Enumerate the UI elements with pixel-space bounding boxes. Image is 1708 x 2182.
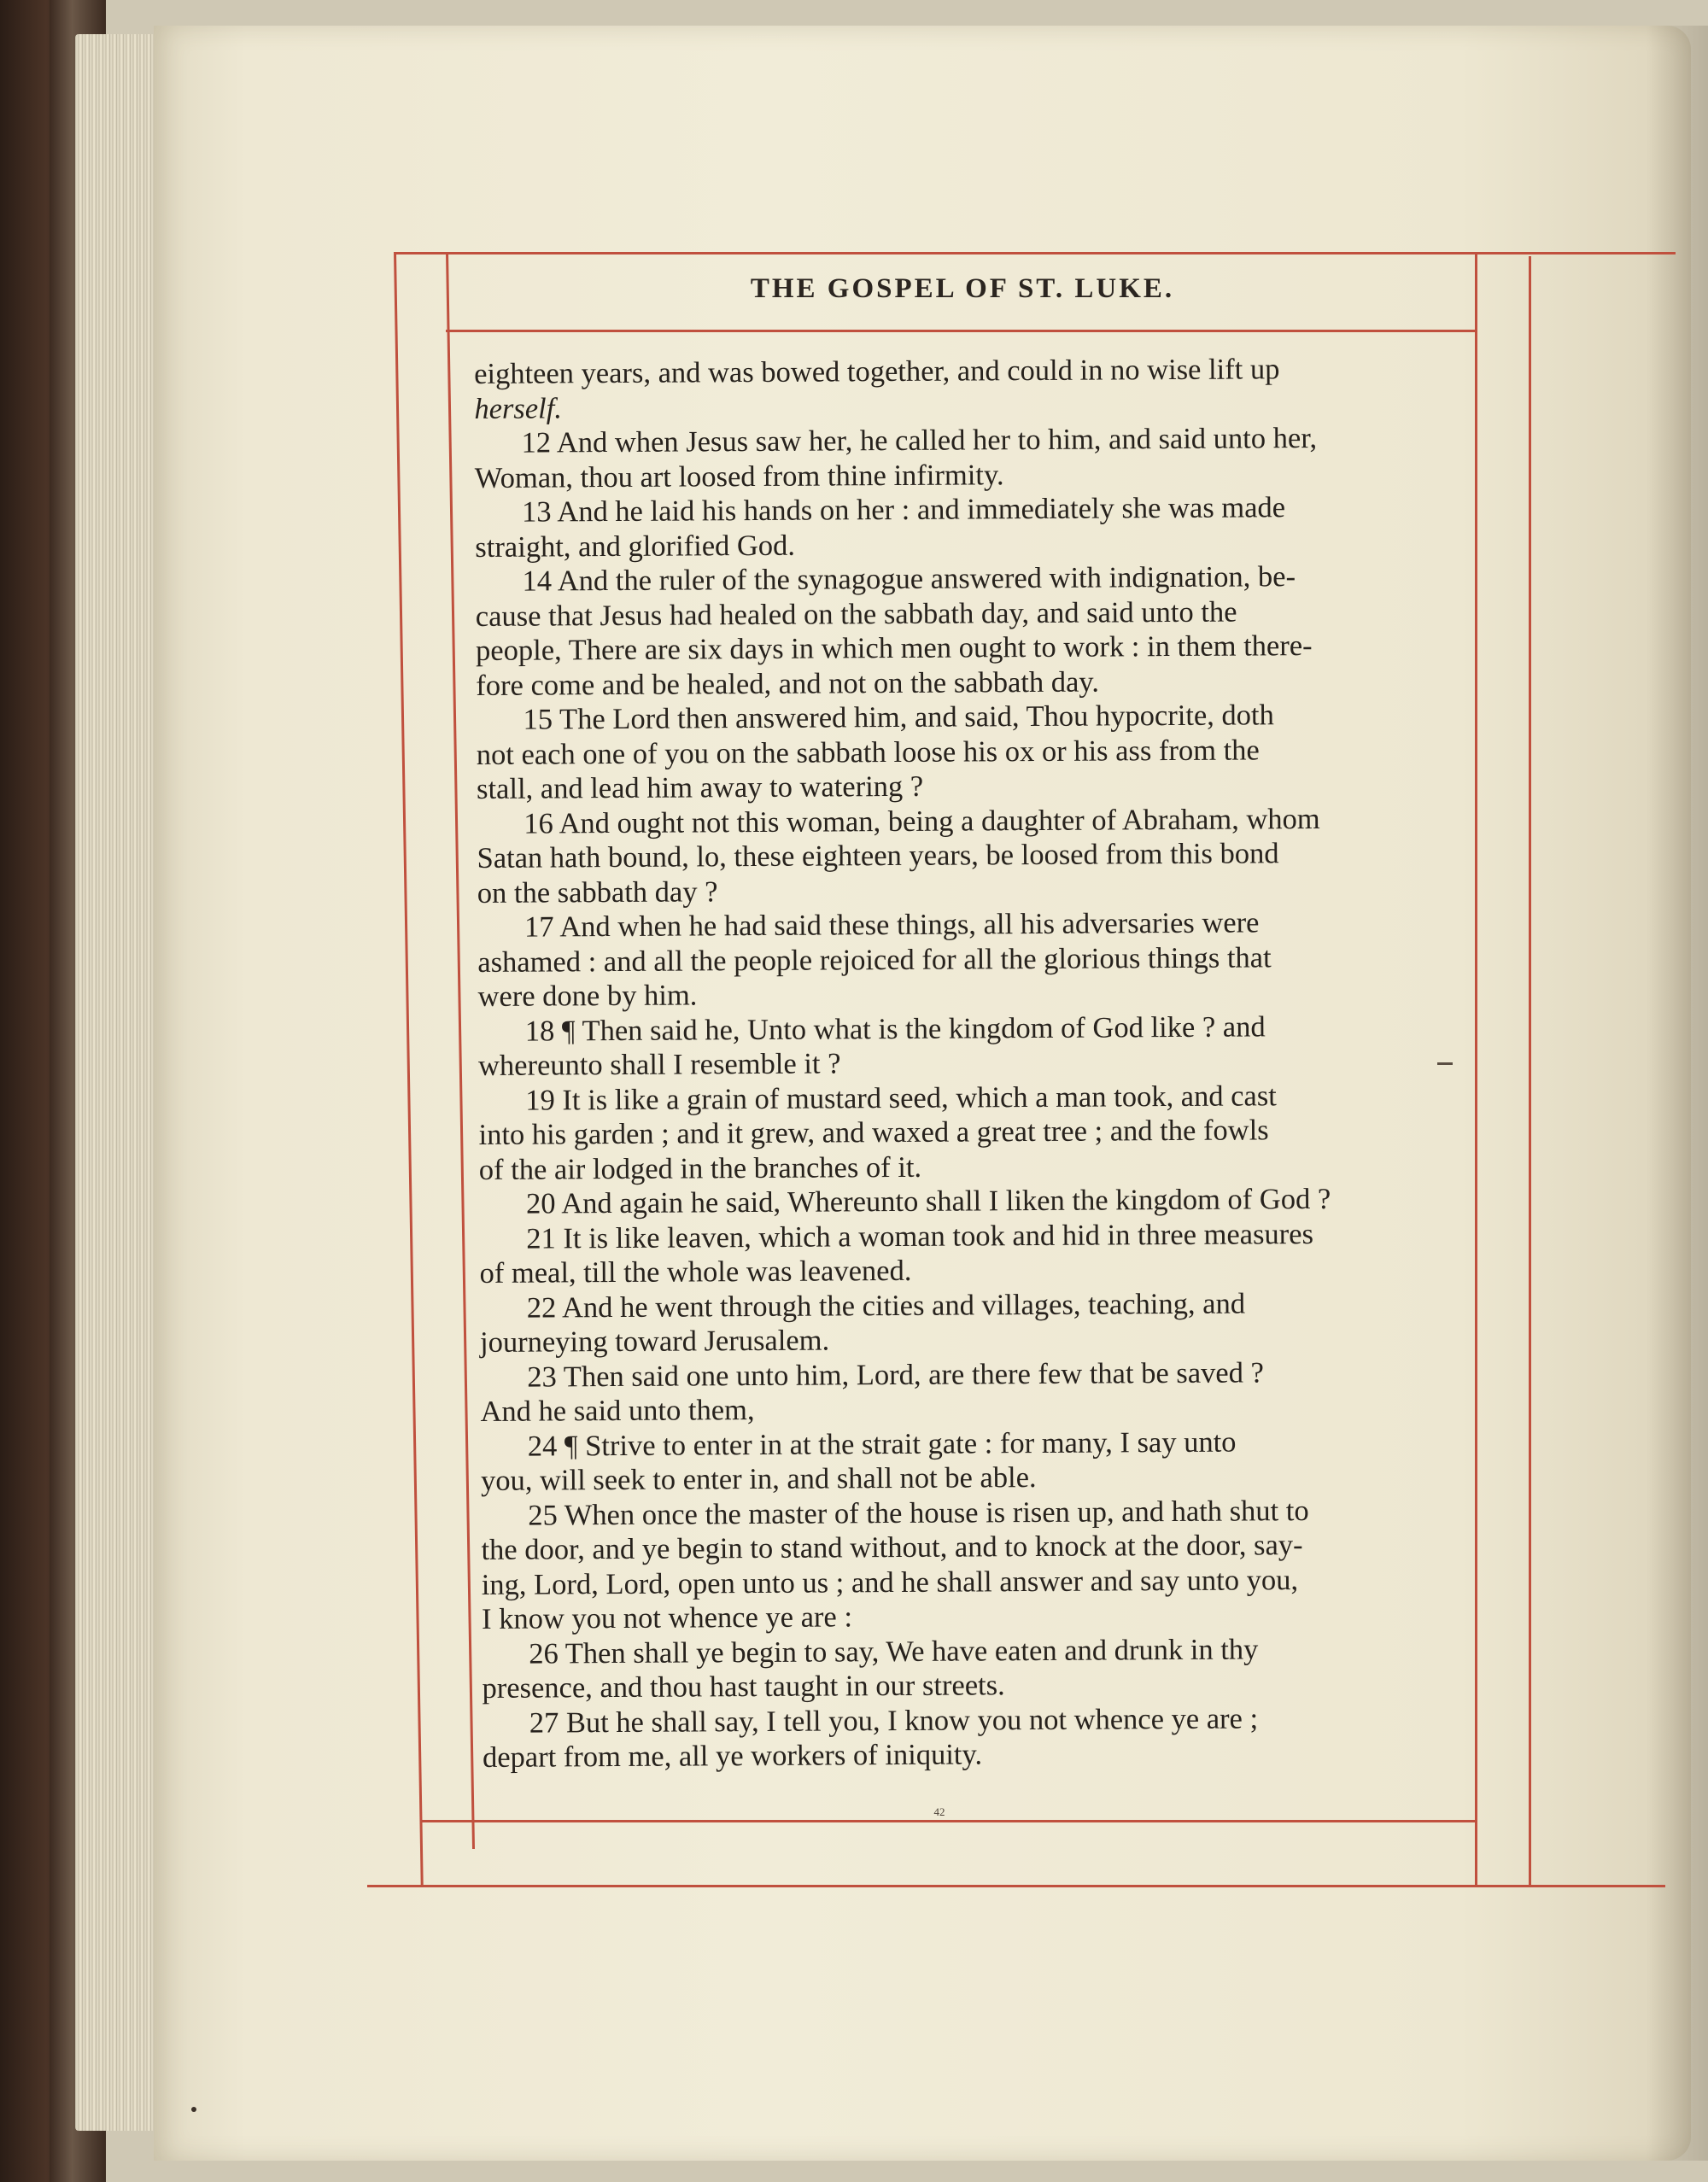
page-number: 42 (933, 1805, 945, 1818)
verse-line: fore come and be healed, and not on the sabbath day. (476, 665, 1100, 702)
frame-inner-right (1475, 254, 1477, 1885)
verse-21 (479, 1216, 1434, 1291)
verse-16 (477, 801, 1432, 910)
verse-line: journeying toward Jerusalem. (479, 1324, 830, 1359)
margin-dash-mark (1437, 1062, 1453, 1065)
verse-line: depart from me, all ye workers of iniquity. (482, 1738, 983, 1774)
verse-line: I know you not whence ye are : (481, 1600, 853, 1635)
verse-line: 15 The Lord then answered him, and said, Thou hypocrite, doth (523, 699, 1274, 736)
verse-line: people, There are six days in which men ought to work : in them there- (475, 629, 1313, 667)
verse-13 (475, 489, 1430, 565)
footer-rule (422, 1820, 1477, 1822)
frame-outer-right (1529, 256, 1531, 1885)
verse-line: 24 ¶ Strive to enter in at the strait gate : for many, I say unto (527, 1425, 1237, 1463)
verse-18 (478, 1009, 1433, 1084)
verse-line: herself. (474, 391, 563, 425)
verse-line: the door, and ye begin to stand without, and to knock at the door, say- (481, 1529, 1303, 1566)
verse-24 (481, 1424, 1436, 1499)
verse-line: eighteen years, and was bowed together, and could in no wise lift up (474, 353, 1280, 390)
stray-mark (191, 2107, 196, 2112)
verse-19 (478, 1078, 1434, 1187)
verse-20 (479, 1181, 1434, 1221)
verse-line: not each one of you on the sabbath loose his ox or his ass from the (476, 733, 1260, 771)
verse-line: 20 And again he said, Whereunto shall I liken the kingdom of God ? (525, 1182, 1331, 1220)
verse-27 (483, 1700, 1437, 1775)
verse-line: whereunto shall I resemble it ? (477, 1047, 841, 1082)
verse-line: stall, and lead him away to watering ? (476, 769, 924, 805)
verse-line: 22 And he went through the cities and villages, teaching, and (526, 1287, 1246, 1325)
verse-line: 12 And when Jesus saw her, he called her to him, and said unto her, (521, 421, 1318, 459)
verse-26 (482, 1631, 1436, 1706)
verse-22 (480, 1285, 1435, 1360)
verse-line: of meal, till the whole was leavened. (479, 1254, 912, 1290)
frame-outer-top (395, 252, 1676, 254)
page-curl-shadow (1648, 26, 1708, 2161)
verse-23 (480, 1354, 1435, 1430)
verse-line: 18 ¶ Then said he, Unto what is the kingdom of God like ? and (524, 1009, 1266, 1048)
verse-line: 26 Then shall ye begin to say, We have eaten and drunk in thy (529, 1632, 1259, 1670)
verse-line: And he said unto them, (480, 1394, 755, 1428)
verse-15 (476, 697, 1431, 806)
verse-line: Satan hath bound, lo, these eighteen years, be loosed from this bond (477, 837, 1279, 875)
verse-line: 16 And ought not this woman, being a daughter of Abraham, whom (524, 802, 1320, 840)
verse-line: 25 When once the master of the house is risen up, and hath shut to (528, 1494, 1309, 1532)
frame-outer-bottom (367, 1885, 1665, 1887)
verse-line: you, will seek to enter in, and shall not be able. (480, 1461, 1037, 1497)
verse-line: 23 Then said one unto him, Lord, are there few that be saved ? (527, 1355, 1264, 1394)
verse-line: 19 It is like a grain of mustard seed, which a man took, and cast (525, 1079, 1277, 1117)
verse-line: ing, Lord, Lord, open unto us ; and he shall answer and say unto you, (481, 1563, 1299, 1601)
verse-line: 17 And when he had said these things, all his adversaries were (524, 906, 1260, 944)
verse-line: 13 And he laid his hands on her : and immediately she was made (521, 491, 1286, 529)
verse-12 (474, 420, 1429, 495)
verse-14 (475, 559, 1430, 703)
running-head: THE GOSPEL OF ST. LUKE. (750, 273, 1175, 304)
verse-line: were done by him. (477, 979, 698, 1013)
verse-line: 21 It is like leaven, which a woman took and hid in three measures (526, 1217, 1314, 1255)
verse-line: 14 And the ruler of the synagogue answered with indignation, be- (522, 560, 1296, 598)
verse-line: ashamed : and all the people rejoiced for all the glorious things that (477, 940, 1272, 979)
verse-continuation (474, 351, 1429, 426)
verse-line: straight, and glorified God. (475, 529, 796, 564)
scripture-text (474, 351, 1437, 1775)
verse-17 (477, 904, 1433, 1014)
verse-line: of the air lodged in the branches of it. (478, 1150, 922, 1186)
verse-25 (481, 1493, 1436, 1637)
verse-line: Woman, thou art loosed from thine infirmity. (474, 458, 1004, 494)
verse-line: into his garden ; and it grew, and waxed a great tree ; and the fowls (478, 1114, 1269, 1151)
verse-line: on the sabbath day ? (477, 875, 718, 910)
verse-line: presence, and thou hast taught in our streets. (482, 1669, 1005, 1705)
verse-line: cause that Jesus had healed on the sabbath day, and said unto the (475, 595, 1237, 633)
verse-line: 27 But he shall say, I tell you, I know you not whence ye are ; (529, 1701, 1259, 1740)
header-rule (446, 330, 1477, 332)
